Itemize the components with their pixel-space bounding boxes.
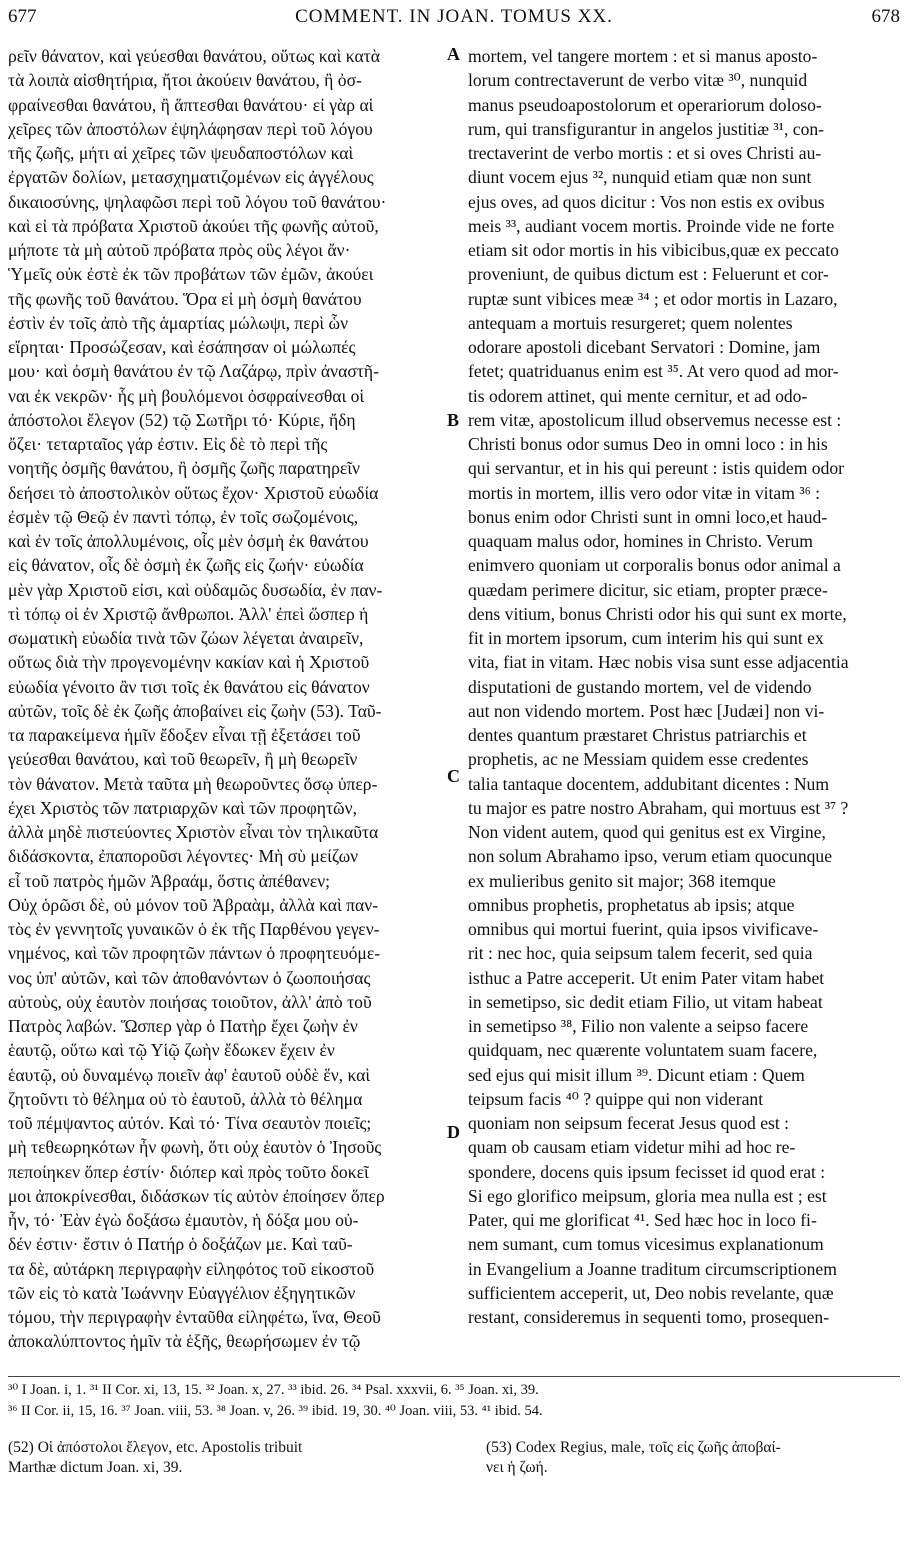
- page-number-right: 678: [871, 6, 900, 27]
- note-line: Marthæ dictum Joan. xi, 39.: [8, 1459, 183, 1476]
- text-line: Si ego glorifico meipsum, gloria mea nulla est ; est: [468, 1185, 827, 1206]
- text-line: restant, consideremus in sequenti tomo, prosequen-: [468, 1307, 830, 1327]
- text-line: οὕτως διὰ τὴν προγενομένην κακίαν καὶ ἡ Χριστοῦ: [8, 652, 370, 673]
- text-line: enimvero quoniam ut corporalis bonus odor animal a: [468, 555, 841, 576]
- text-line: αὐτῶν, τοῖς δὲ ἐκ ζωῆς ἀποβαίνει εἰς ζωὴν (53). Ταῦ-: [8, 700, 382, 721]
- text-line: disputationi de gustando mortem, vel de videndo: [468, 676, 812, 697]
- text-line: diunt vocem ejus ³², nunquid etiam quæ non sunt: [468, 167, 812, 188]
- text-line: quædam perimere dicitur, sic etiam, propter præce-: [468, 579, 828, 600]
- text-line: dens vitium, bonus Christi odor his qui sunt ex morte,: [468, 603, 847, 624]
- text-line: τὸν θάνατον. Μετὰ ταῦτα μὴ θεωροῦντες ὅσῳ ὑπερ-: [8, 773, 378, 794]
- text-line: teipsum facis ⁴⁰ ? quippe qui non viderant: [468, 1088, 764, 1109]
- text-line: bonus enim odor Christi sunt in omni loco,et haud-: [468, 506, 828, 527]
- text-line: sufficientem acceperit, ut, Deo nobis revelante, quæ: [468, 1282, 834, 1303]
- text-line: τα παρακείμενα ἡμῖν ἔδοξεν εἶναι τῇ ἐξετάσει τοῦ: [8, 725, 361, 745]
- text-line: ejus oves, ad quos dicitur : Vos non estis ex ovibus: [468, 191, 825, 212]
- page-number-left: 677: [8, 6, 37, 27]
- text-line: qui servantur, et in his qui pereunt : istis quidem odor: [468, 458, 845, 479]
- text-line: ἀλλὰ μηδὲ πιστεύοντες Χριστὸν εἶναι τὸν τηλικαῦτα: [8, 822, 379, 842]
- latin-text-column: [468, 44, 900, 1329]
- text-line: μήποτε τὰ μὴ αὐτοῦ πρόβατα πρὸς οὓς λέγοι ἄν·: [8, 240, 351, 260]
- text-line: ζητοῦντι τὸ θέλημα οὐ τὸ ἑαυτοῦ, ἀλλὰ τὸ θέλημα: [8, 1088, 363, 1109]
- text-line: Ὑμεῖς οὐκ ἐστὲ ἐκ τῶν προβάτων τῶν ἐμῶν, ἀκούει: [8, 264, 374, 285]
- text-line: proveniunt, de quibus dictum est : Feluerunt et cor-: [468, 264, 829, 285]
- text-line: sed ejus qui misit illum ³⁹. Dicunt etiam : Quem: [468, 1064, 805, 1085]
- editor-note-53: [486, 1438, 900, 1478]
- text-line: καὶ ἐν τοῖς ἀπολλυμένοις, οἷς μὲν ὀσμὴ ἐκ θανάτου: [8, 531, 369, 551]
- text-line: quam ob causam etiam videtur mihi ad hoc re-: [468, 1137, 796, 1158]
- text-line: διδάσκοντα, ἐπαποροῦσι λέγοντες· Μὴ σὺ μείζων: [8, 846, 359, 867]
- text-line: νοητῆς ὀσμῆς θανάτου, ἢ ὀσμῆς ζωῆς παρατηρεῖν: [8, 458, 360, 479]
- text-line: μὴ τεθεωρηκότων ἦν φωνὴ, ὅτι οὐχ ἑαυτὸν ὁ Ἰησοῦς: [8, 1137, 382, 1158]
- margin-marker-c: C: [447, 766, 460, 786]
- text-line: Non vident autem, quod qui genitus est ex Virgine,: [468, 822, 826, 842]
- text-line: nem sumant, cum tomus vicesimus explanationum: [468, 1234, 824, 1255]
- text-line: δέν ἐστιν· ἔστιν ὁ Πατήρ ὁ δοξάζων με. Καὶ ταῦ-: [8, 1234, 353, 1255]
- text-line: έχει Χριστὸς τῶν πατριαρχῶν καὶ τῶν προφητῶν,: [8, 797, 357, 818]
- note-line: νει ἡ ζωή.: [486, 1459, 548, 1476]
- text-line: fetet; quatriduanus enim est ³⁵. At vero quod ad mor-: [468, 361, 839, 382]
- text-line: in Evangelium a Joanne traditum circumscriptionem: [468, 1258, 837, 1279]
- text-line: δεήσει τὸ ἀποστολικὸν οὕτως ἔχον· Χριστοῦ εὐωδία: [8, 482, 379, 503]
- text-line: τόμου, τὴν περιγραφὴν ἐνταῦθα εἰληφέτω, ἵνα, Θεοῦ: [8, 1307, 381, 1327]
- scripture-refs-row: ³⁶ II Cor. ii, 15, 16. ³⁷ Joan. viii, 53. ³⁸ Joan. v, 26. ³⁹ ibid. 19, 30. ⁴⁰ Joan. viii, 53. ⁴¹ ibid. 54.: [8, 1403, 543, 1419]
- text-line: in semetipso ³⁸, Filio non valente a seipso facere: [468, 1016, 809, 1036]
- text-line: ναι ἐκ νεκρῶν· ἧς μὴ βουλόμενοι ὀσφραίνεσθαι οἱ: [8, 385, 365, 406]
- text-line: τῆς ζωῆς, μήτι αἱ χεῖρες τῶν ψευδαποστόλων καὶ: [8, 143, 354, 163]
- text-line: νος ὑπ' αὐτῶν, καὶ τῶν ἀποθανόντων ὁ ζωοποιήσας: [8, 967, 371, 988]
- text-line: δικαιοσύνης, ψηλαφῶσι περὶ τοῦ λόγου τοῦ θανάτου·: [8, 191, 387, 212]
- margin-marker-d: D: [447, 1122, 460, 1142]
- text-line: μοι ἀποκρίνεσθαι, διδάσκων τίς αὐτὸν ἐποίησεν ὅπερ: [8, 1185, 385, 1206]
- text-line: Οὐχ ὁρῶσι δὲ, οὐ μόνον τοῦ Ἀβραὰμ, ἀλλὰ καὶ παν-: [8, 894, 379, 915]
- text-line: νημένος, καὶ τῶν προφητῶν πάντων ὁ προφητευόμε-: [8, 943, 381, 964]
- text-line: εἰς θάνατον, οἷς δὲ ὀσμὴ ἐκ ζωῆς εἰς ζωήν· εὐωδία: [8, 555, 364, 576]
- text-line: mortis in mortem, illis vero odor vitæ in vitam ³⁶ :: [468, 482, 821, 503]
- text-line: σωματικὴ εὐωδία τινὰ τῶν ζώων λέγεται ἀναιρεῖν,: [8, 628, 364, 648]
- text-line: aut non videndo mortem. Post hæc [Judæi] non vi-: [468, 700, 825, 721]
- text-line: τὶ τόπῳ οἱ ἐν Χριστῷ ἄνθρωποι. Ἀλλ' ἐπεὶ ὥσπερ ἡ: [8, 603, 369, 624]
- text-line: antequam a mortuis resurgeret; quem nolentes: [468, 312, 793, 333]
- text-line: ruptæ sunt vibices meæ ³⁴ ; et odor mortis in Lazaro,: [468, 288, 838, 309]
- running-title: COMMENT. IN JOAN. TOMUS XX.: [295, 6, 613, 27]
- text-line: τὰ λοιπὰ αἰσθητήρια, ἤτοι ἀκούειν θανάτου, ἢ ὀσ-: [8, 70, 362, 91]
- text-line: tis odorem attinet, qui mente cernitur, et ad odo-: [468, 385, 808, 406]
- text-line: ἐσμὲν τῷ Θεῷ ἐν παντὶ τόπῳ, ἐν τοῖς σωζομένοις,: [8, 506, 359, 527]
- text-line: αὐτοὺς, οὐχ ἑαυτὸν ποιήσας τοιοῦτον, ἀλλ' ἀπὸ τοῦ: [8, 991, 372, 1012]
- text-line: quaquam malus odor, homines in Christo. Verum: [468, 531, 813, 551]
- text-line: quidquam, nec quærente voluntatem suam facere,: [468, 1040, 818, 1061]
- text-line: lorum contrectaverunt de verbo vitæ ³⁰, nunquid: [468, 70, 808, 91]
- text-line: omnibus qui mortui fuerint, quia ipsos vivificave-: [468, 919, 819, 939]
- text-line: ἐστὶν ἐν τοῖς ἀπὸ τῆς ἁμαρτίας μώλωψι, περὶ ὧν: [8, 312, 349, 333]
- text-line: τῆς φωνῆς τοῦ θανάτου. Ὅρα εἰ μὴ ὀσμὴ θανάτου: [8, 288, 362, 309]
- text-line: εὐωδία γένοιτο ἂν τισι τοῖς ἐκ θανάτου εἰς θάνατον: [8, 676, 370, 697]
- text-line: quoniam non seipsum fecerat Jesus quod est :: [468, 1113, 790, 1133]
- greek-text-column: [8, 44, 444, 1354]
- text-line: vita, fiat in vitam. Hæc nobis visa sunt esse adjacentia: [468, 652, 849, 673]
- text-line: ὄζει· τεταρταῖος γάρ ἐστιν. Εἰς δὲ τὸ περὶ τῆς: [8, 434, 328, 454]
- text-line: mortem, vel tangere mortem : et si manus aposto-: [468, 46, 818, 66]
- margin-marker-b: B: [447, 410, 460, 430]
- text-line: trectaverint de verbo mortis : et si oves Christi au-: [468, 143, 822, 163]
- text-line: manus pseudoapostolorum et operariorum doloso-: [468, 94, 822, 115]
- text-line: χεῖρες τῶν ἀποστόλων ἐψηλάφησαν περὶ τοῦ λόγου: [8, 118, 373, 139]
- page-header: [8, 6, 900, 34]
- text-line: τὸς ἐν γεννητοῖς γυναικῶν ὁ ἐκ τῆς Παρθένου γεγεν-: [8, 919, 380, 939]
- margin-marker-a: A: [447, 44, 460, 64]
- scripture-refs-row: ³⁰ I Joan. i, 1. ³¹ II Cor. xi, 13, 15. ³² Joan. x, 27. ³³ ibid. 26. ³⁴ Psal. xxxvii, 6. ³⁵ Joan. xi, 39.: [8, 1382, 539, 1398]
- text-line: odorare apostoli dicebant Servatori : Domine, jam: [468, 337, 821, 357]
- note-line: (53) Codex Regius, male, τοῖς εἰς ζωῆς ἀποβαί-: [486, 1439, 781, 1456]
- text-line: rit : nec hoc, quia seipsum talem fecerit, sed quia: [468, 943, 813, 964]
- text-line: ex mulieribus genito sit major; 368 itemque: [468, 870, 776, 891]
- text-line: ἑαυτῷ, οὕτω καὶ τῷ Υἱῷ ζωὴν ἔδωκεν ἔχειν ἐν: [8, 1040, 335, 1061]
- text-line: τῶν εἰς τὸ κατὰ Ἰωάννην Εὐαγγέλιον ἐξηγητικῶν: [8, 1282, 356, 1303]
- text-line: ἀπόστολοι ἔλεγον (52) τῷ Σωτῆρι τό· Κύριε, ἤδη: [8, 409, 356, 430]
- text-line: talia tantaque docentem, addubitant dicentes : Num: [468, 773, 830, 794]
- scripture-references: [8, 1380, 900, 1422]
- text-line: tu major es patre nostro Abraham, qui mortuus est ³⁷ ?: [468, 797, 849, 818]
- text-line: non solum Abrahamo ipso, verum etiam quocunque: [468, 846, 833, 867]
- text-line: γεύεσθαι θανάτου, καὶ τοῦ θεωρεῖν, ἢ μὴ θεωρεῖν: [8, 749, 358, 770]
- text-line: rum, qui transfigurantur in angelos justitiæ ³¹, con-: [468, 118, 825, 139]
- text-line: πεποίηκεν ὅπερ ἐστίν· διόπερ καὶ πρὸς τοῦτο δοκεῖ: [8, 1161, 369, 1182]
- text-line: in semetipso, sic dedit etiam Filio, ut vitam habeat: [468, 991, 823, 1012]
- text-line: μὲν γὰρ Χριστοῦ εἰσι, καὶ οὐδαμῶς δυσωδία, ἐν παν-: [8, 579, 383, 600]
- text-line: dentes quantum præstaret Christus patriarchis et: [468, 725, 807, 745]
- editor-note-52: [8, 1438, 448, 1478]
- text-line: τα δὲ, αὐτάρκη περιγραφὴν εἰληφότος τοῦ εἰκοστοῦ: [8, 1258, 375, 1279]
- text-line: etiam sit odor mortis in his vibicibus,quæ ex peccato: [468, 240, 839, 260]
- text-line: Christi bonus odor sumus Deo in omni loco : in his: [468, 434, 828, 454]
- text-line: rem vitæ, apostolicum illud observemus necesse est :: [468, 409, 842, 430]
- text-line: τοῦ πέμψαντος αὐτόν. Καὶ τό· Τίνα σεαυτὸν ποιεῖς;: [8, 1113, 372, 1133]
- text-line: spondere, docens quis ipsum fecisset id quod erat :: [468, 1161, 826, 1182]
- text-line: omnibus prophetis, prophetatus ab ipsis; atque: [468, 894, 795, 915]
- text-line: Πατρὸς λαβών. Ὥσπερ γὰρ ὁ Πατὴρ ἔχει ζωὴν ἐν: [8, 1016, 358, 1036]
- text-line: prophetis, ac ne Messiam quidem esse credentes: [468, 749, 809, 770]
- text-line: fit in mortem ipsorum, cum interim his qui sunt ex: [468, 628, 824, 648]
- footnote-rule: [8, 1376, 900, 1377]
- text-line: ρεῖν θάνατον, καὶ γεύεσθαι θανάτου, οὕτως καὶ κατὰ: [8, 46, 380, 66]
- text-line: ἀποκαλύπτοντος ἡμῖν τὰ ἑξῆς, θεωρήσωμεν ἐν τῷ: [8, 1331, 361, 1352]
- text-line: εἶ τοῦ πατρὸς ἡμῶν Ἀβραάμ, ὅστις ἀπέθανεν;: [8, 870, 331, 891]
- text-line: ἑαυτῷ, οὐ δυναμένῳ ποιεῖν ἀφ' ἑαυτοῦ οὐδὲ ἕν, καὶ: [8, 1064, 371, 1085]
- text-line: meis ³³, audiant vocem mortis. Proinde vide ne forte: [468, 215, 835, 236]
- note-line: (52) Οἱ ἀπόστολοι ἔλεγον, etc. Apostolis tribuit: [8, 1439, 303, 1456]
- text-line: εἴρηται· Προσώζεσαν, καὶ ἐσάπησαν οἱ μώλωπές: [8, 337, 356, 357]
- text-line: ἐργατῶν δολίων, μετασχηματιζομένων εἰς ἀγγέλους: [8, 167, 374, 188]
- text-line: φραίνεσθαι θανάτου, ἢ ἅπτεσθαι θανάτου· εἰ γὰρ αἱ: [8, 94, 374, 115]
- text-line: καὶ εἰ τὰ πρόβατα Χριστοῦ ἀκούει τῆς φωνῆς αὐτοῦ,: [8, 215, 379, 236]
- text-line: Pater, qui me glorificat ⁴¹. Sed hæc hoc in loco fi-: [468, 1210, 817, 1230]
- text-line: ἦν, τό· Ἐὰν ἐγὼ δοξάσω ἐμαυτὸν, ἡ δόξα μου οὐ-: [8, 1210, 359, 1230]
- text-line: isthuc a Patre acceperit. Ut enim Pater vitam habet: [468, 967, 825, 988]
- text-line: μου· καὶ ὀσμὴ θανάτου ἐν τῷ Λαζάρῳ, πρὶν ἀναστῆ-: [8, 361, 379, 382]
